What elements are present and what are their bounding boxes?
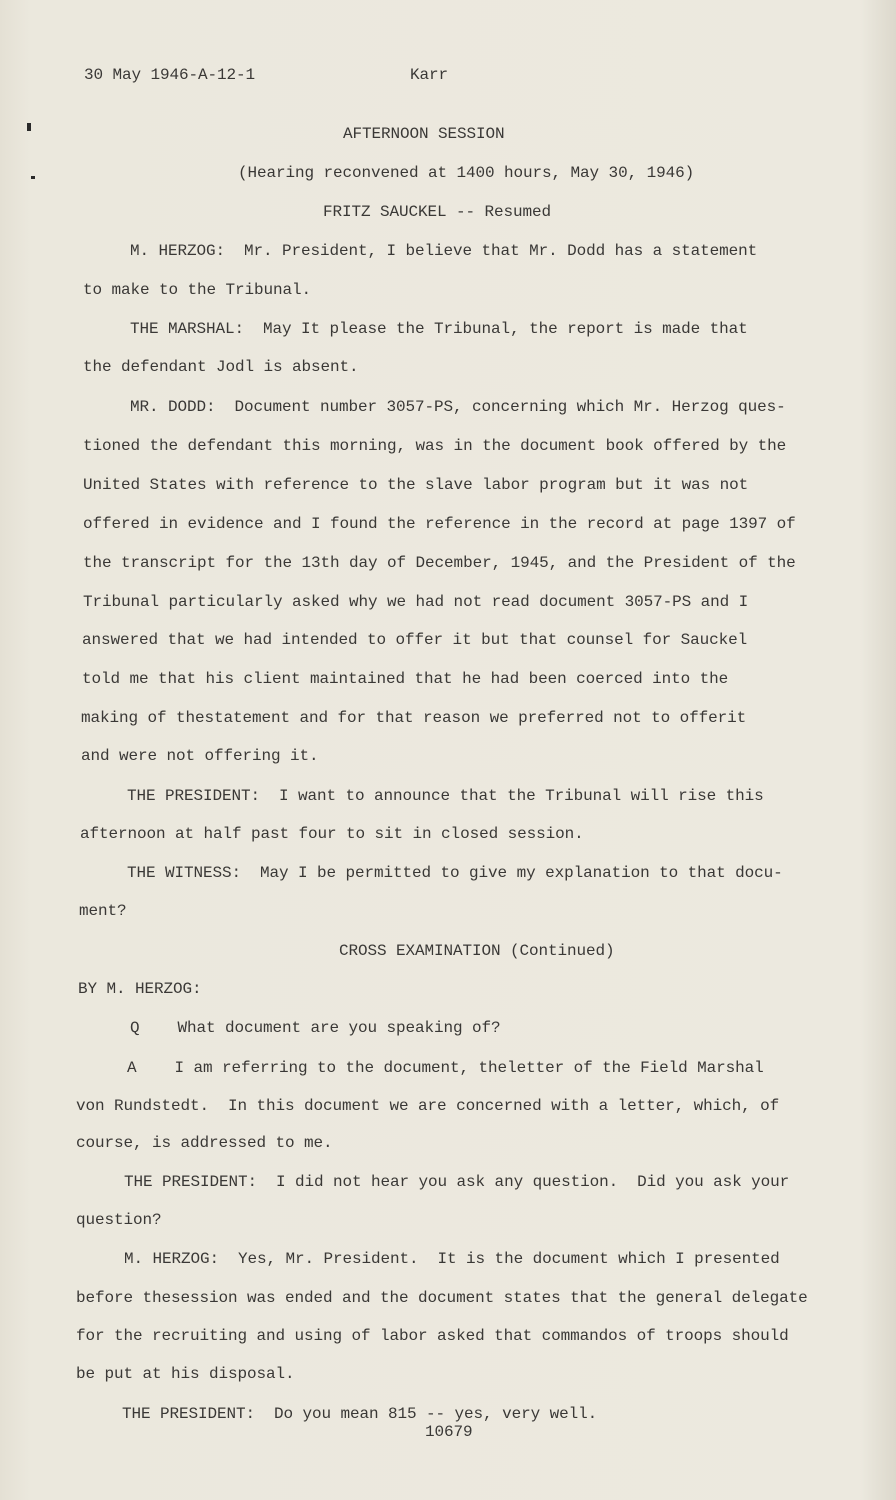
transcript-line: tioned the defendant this morning, was in the document book offered by the — [83, 437, 787, 455]
transcript-line: before thesession was ended and the document states that the general delegate — [76, 1289, 808, 1307]
transcript-line: question? — [76, 1211, 162, 1229]
section-heading: CROSS EXAMINATION (Continued) — [339, 942, 615, 960]
transcript-line: von Rundstedt. In this document we are concerned with a letter, which, of — [76, 1097, 780, 1115]
transcript-line: BY M. HERZOG: — [78, 980, 202, 998]
transcript-line: MR. DODD: Document number 3057-PS, concerning which Mr. Herzog ques- — [130, 398, 786, 416]
margin-mark — [27, 123, 31, 131]
margin-mark — [31, 176, 35, 179]
transcript-line: and were not offering it. — [81, 747, 319, 765]
transcript-line: Tribunal particularly asked why we had not read document 3057-PS and I — [83, 593, 749, 611]
transcript-line: THE PRESIDENT: I want to announce that the Tribunal will rise this — [127, 787, 764, 805]
transcript-line: the defendant Jodl is absent. — [83, 358, 359, 376]
transcript-line: THE WITNESS: May I be permitted to give my explanation to that docu- — [127, 864, 783, 882]
transcript-line: offered in evidence and I found the reference in the record at page 1397 of — [83, 515, 796, 533]
section-heading: (Hearing reconvened at 1400 hours, May 30, 1946) — [238, 164, 695, 182]
transcript-line: afternoon at half past four to sit in closed session. — [80, 825, 584, 843]
transcript-line: M. HERZOG: Yes, Mr. President. It is the document which I presented — [124, 1250, 780, 1268]
transcript-line: be put at his disposal. — [76, 1365, 295, 1383]
transcript-line: United States with reference to the slave labor program but it was not — [83, 476, 749, 494]
document-reference: 30 May 1946-A-12-1 — [84, 66, 256, 84]
transcript-line: THE MARSHAL: May It please the Tribunal, the report is made that — [130, 320, 748, 338]
transcript-line: A I am referring to the document, theletter of the Field Marshal — [127, 1059, 764, 1077]
transcript-line: course, is addressed to me. — [76, 1134, 333, 1152]
transcript-line: Q What document are you speaking of? — [130, 1019, 501, 1037]
section-heading: FRITZ SAUCKEL -- Resumed — [323, 203, 552, 221]
transcript-line: ment? — [79, 902, 127, 920]
transcript-line: for the recruiting and using of labor asked that commandos of troops should — [76, 1327, 789, 1345]
reporter-name: Karr — [410, 66, 449, 84]
transcript-line: to make to the Tribunal. — [83, 281, 312, 299]
transcript-line: the transcript for the 13th day of December, 1945, and the President of the — [83, 554, 796, 572]
transcript-line: THE PRESIDENT: Do you mean 815 -- yes, very well. — [122, 1405, 598, 1423]
transcript-line: told me that his client maintained that he had been coerced into the — [82, 670, 729, 688]
transcript-line: answered that we had intended to offer it but that counsel for Sauckel — [82, 631, 748, 649]
transcript-line: THE PRESIDENT: I did not hear you ask any question. Did you ask your — [124, 1173, 790, 1191]
section-heading: AFTERNOON SESSION — [343, 125, 505, 143]
transcript-line: M. HERZOG: Mr. President, I believe that Mr. Dodd has a statement — [130, 242, 758, 260]
page-number: 10679 — [425, 1423, 473, 1441]
transcript-line: making of thestatement and for that reason we preferred not to offerit — [81, 709, 747, 727]
